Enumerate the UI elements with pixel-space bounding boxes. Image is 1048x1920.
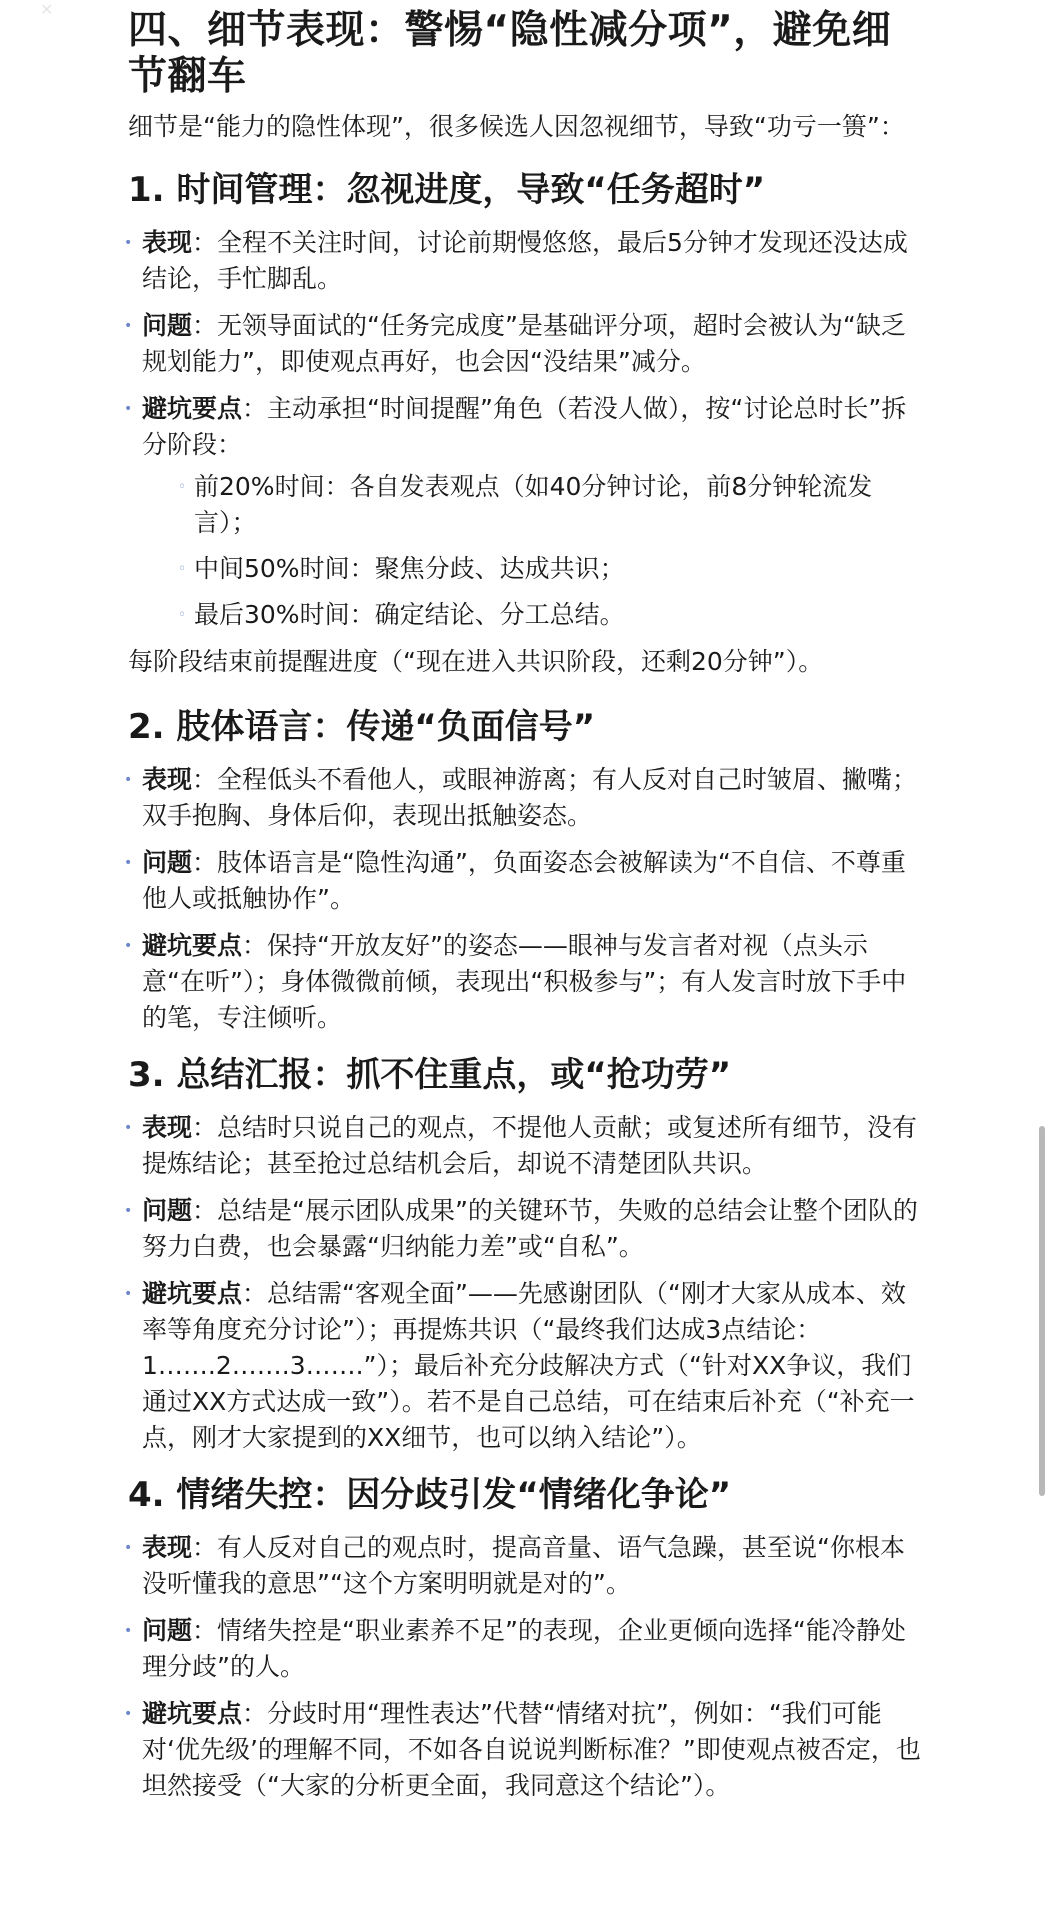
item-text: ：有人反对自己的观点时，提高音量、语气急躁，甚至说“你根本没听懂我的意思”“这个方案明明就是对的”。 — [142, 1533, 905, 1598]
item-text: ：总结是“展示团队成果”的关键环节，失败的总结会让整个团队的努力白费，也会暴露“归纳能力差”或“自私”。 — [142, 1196, 918, 1261]
list-item — [128, 1530, 928, 1602]
item-key: 避坑要点 — [142, 931, 243, 960]
section-heading: 4. 情绪失控：因分歧引发“情绪化争论” — [128, 1475, 732, 1515]
item-key: 问题 — [142, 1196, 193, 1225]
item-key: 问题 — [142, 311, 193, 340]
item-key: 问题 — [142, 848, 193, 877]
item-key: 表现 — [142, 1113, 193, 1142]
list-item — [128, 928, 928, 1036]
list-item — [128, 308, 928, 380]
item-text: ：情绪失控是“职业素养不足”的表现，企业更倾向选择“能冷静处理分歧”的人。 — [142, 1616, 906, 1681]
list-item — [128, 762, 928, 834]
sub-list-item: ◦ 前20%时间：各自发表观点（如40分钟讨论，前8分钟轮流发言）； — [142, 469, 928, 541]
item-key: 避坑要点 — [142, 1699, 243, 1728]
intro-paragraph: 细节是“能力的隐性体现”，很多候选人因忽视细节，导致“功亏一篑”： — [128, 112, 905, 141]
sub-list-item: ◦ 中间50%时间：聚焦分歧、达成共识； — [142, 551, 928, 587]
page-title: 四、细节表现：警惕“隐性减分项”，避免细节翻车 — [128, 8, 892, 99]
section-body-language — [128, 706, 928, 1036]
section-heading: 2. 肢体语言：传递“负面信号” — [128, 707, 596, 747]
list-item — [128, 391, 928, 633]
close-icon: ✕ — [40, 0, 54, 19]
item-text: ：总结需“客观全面”——先感谢团队（“刚才大家从成本、效率等角度充分讨论”）；再提炼共识（“最终我们达成3点结论：1…….2…….3…….”）；最后补充分歧解决方式（“针对XX争议，我们通过XX方式达成一致”）。若不是自己总结，可在结束后补充（“补充一点，刚才大家提到的XX细节，也可以纳入结论”）。 — [142, 1279, 915, 1452]
item-text: ：无领导面试的“任务完成度”是基础评分项，超时会被认为“缺乏规划能力”，即使观点再好，也会因“没结果”减分。 — [142, 311, 906, 376]
item-key: 避坑要点 — [142, 1279, 243, 1308]
sub-list-item: ◦ 最后30%时间：确定结论、分工总结。 — [142, 597, 928, 633]
section-heading: 3. 总结汇报：抓不住重点，或“抢功劳” — [128, 1055, 732, 1095]
item-key: 避坑要点 — [142, 394, 243, 423]
bullet-list — [128, 762, 928, 1036]
item-text: ：总结时只说自己的观点，不提他人贡献；或复述所有细节，没有提炼结论；甚至抢过总结机会后，却说不清楚团队共识。 — [142, 1113, 918, 1178]
list-item — [128, 1276, 928, 1456]
item-text: ：全程低头不看他人，或眼神游离；有人反对自己时皱眉、撇嘴；双手抱胸、身体后仰，表现出抵触姿态。 — [142, 765, 918, 830]
item-text: ：分歧时用“理性表达”代替“情绪对抗”，例如：“我们可能对‘优先级’的理解不同，不如各自说说判断标准？”即使观点被否定，也坦然接受（“大家的分析更全面，我同意这个结论”）。 — [142, 1699, 921, 1800]
item-key: 表现 — [142, 1533, 193, 1562]
item-text: ：主动承担“时间提醒”角色（若没人做），按“讨论总时长”拆分阶段： — [142, 394, 907, 459]
bullet-list — [128, 225, 928, 633]
item-key: 表现 — [142, 228, 193, 257]
section-time-management — [128, 169, 928, 680]
list-item — [128, 845, 928, 917]
section-summary-report — [128, 1054, 928, 1456]
list-item — [128, 225, 928, 297]
item-text: ：肢体语言是“隐性沟通”，负面姿态会被解读为“不自信、不尊重他人或抵触协作”。 — [142, 848, 906, 913]
section-note: 每阶段结束前提醒进度（“现在进入共识阶段，还剩20分钟”）。 — [128, 647, 824, 676]
section-heading: 1. 时间管理：忽视进度，导致“任务超时” — [128, 170, 766, 210]
sub-list — [142, 469, 928, 633]
item-key: 表现 — [142, 765, 193, 794]
scrollbar[interactable] — [1039, 1126, 1045, 1496]
bullet-list — [128, 1110, 928, 1456]
item-text: ：全程不关注时间，讨论前期慢悠悠，最后5分钟才发现还没达成结论，手忙脚乱。 — [142, 228, 908, 293]
list-item — [128, 1193, 928, 1265]
list-item — [128, 1110, 928, 1182]
item-key: 问题 — [142, 1616, 193, 1645]
item-text: ：保持“开放友好”的姿态——眼神与发言者对视（点头示意“在听”）；身体微微前倾，表现出“积极参与”；有人发言时放下手中的笔，专注倾听。 — [142, 931, 907, 1032]
bullet-list — [128, 1530, 928, 1804]
article — [128, 8, 928, 1822]
list-item — [128, 1613, 928, 1685]
section-emotion-control — [128, 1474, 928, 1804]
list-item — [128, 1696, 928, 1804]
